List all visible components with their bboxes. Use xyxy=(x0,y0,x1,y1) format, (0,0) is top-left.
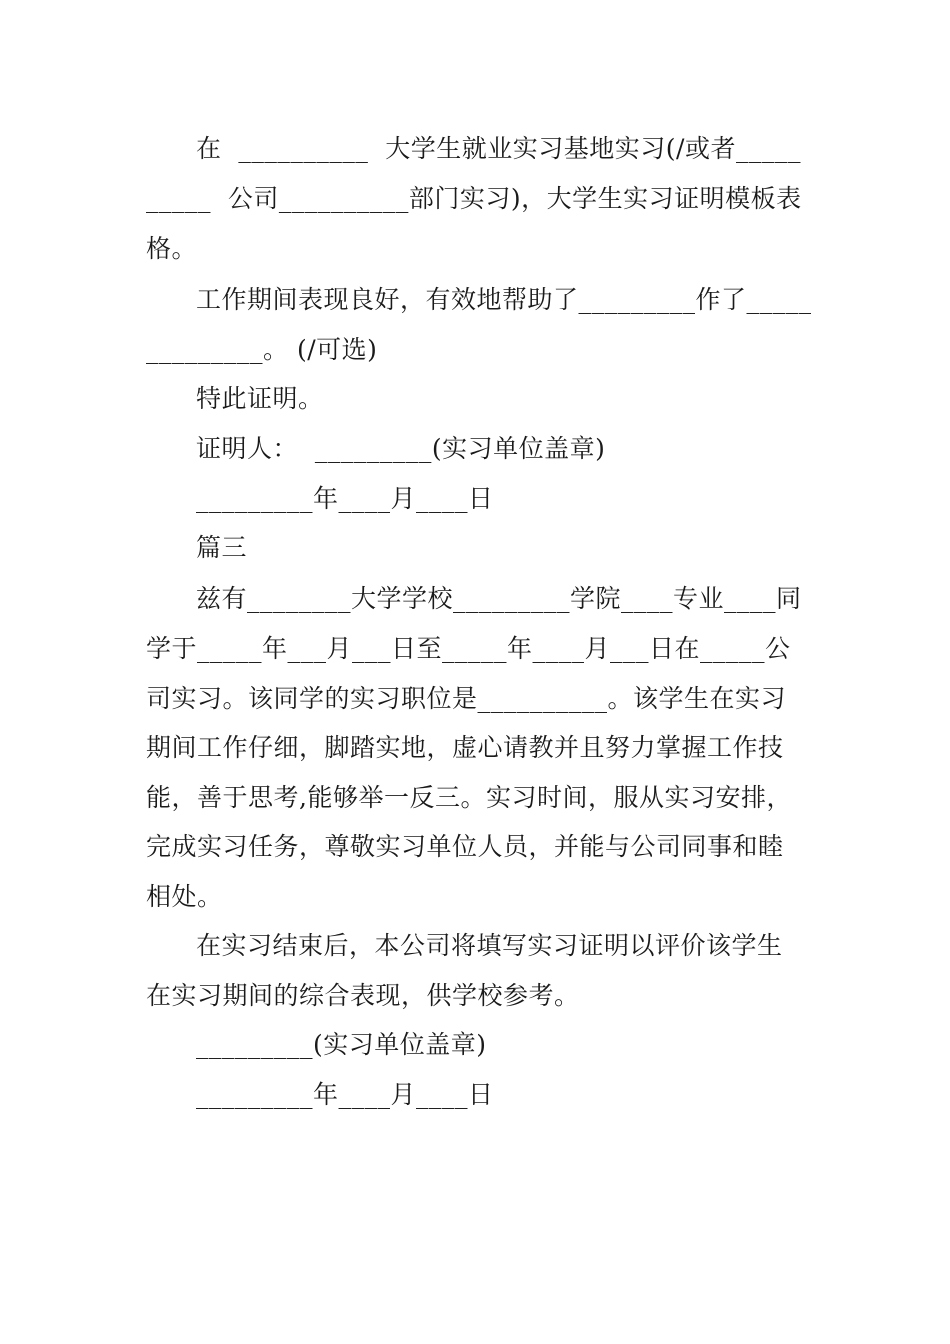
date-line: _________年____月____日 xyxy=(196,484,494,513)
paragraph-line: 工作期间表现良好，有效地帮助了_________作了_____ xyxy=(196,285,812,314)
paragraph-line: 能，善于思考,能够举一反三。实习时间，服从实习安排， xyxy=(146,783,792,812)
paragraph-line: _____ 公司__________部门实习)，大学生实习证明模板表 xyxy=(146,184,802,213)
paragraph-line: 完成实习任务，尊敬实习单位人员，并能与公司同事和睦 xyxy=(146,832,784,861)
certifier-line: 证明人： _________(实习单位盖章) xyxy=(196,434,606,463)
section-heading: 篇三 xyxy=(196,533,248,562)
paragraph-line: _________。 (/可选) xyxy=(146,335,378,364)
paragraph-line: 格。 xyxy=(146,234,198,263)
paragraph-line: 学于_____年___月___日至_____年____月___日在_____公 xyxy=(146,634,791,663)
paragraph-line: 相处。 xyxy=(146,882,223,911)
paragraph-line: 兹有________大学学校_________学院____专业____同 xyxy=(196,584,802,613)
date-line: _________年____月____日 xyxy=(196,1080,494,1109)
paragraph-line: 在实习结束后，本公司将填写实习证明以评价该学生 xyxy=(196,931,783,960)
paragraph-line: 期间工作仔细，脚踏实地，虚心请教并且努力掌握工作技 xyxy=(146,733,784,762)
paragraph-line: 在实习期间的综合表现，供学校参考。 xyxy=(146,981,580,1010)
paragraph-line: 在 __________ 大学生就业实习基地实习(/或者_____ xyxy=(196,134,801,163)
paragraph-line: 特此证明。 xyxy=(196,384,324,413)
paragraph-line: 司实习。该同学的实习职位是__________。该学生在实习 xyxy=(146,684,787,713)
seal-line: _________(实习单位盖章) xyxy=(196,1030,487,1059)
